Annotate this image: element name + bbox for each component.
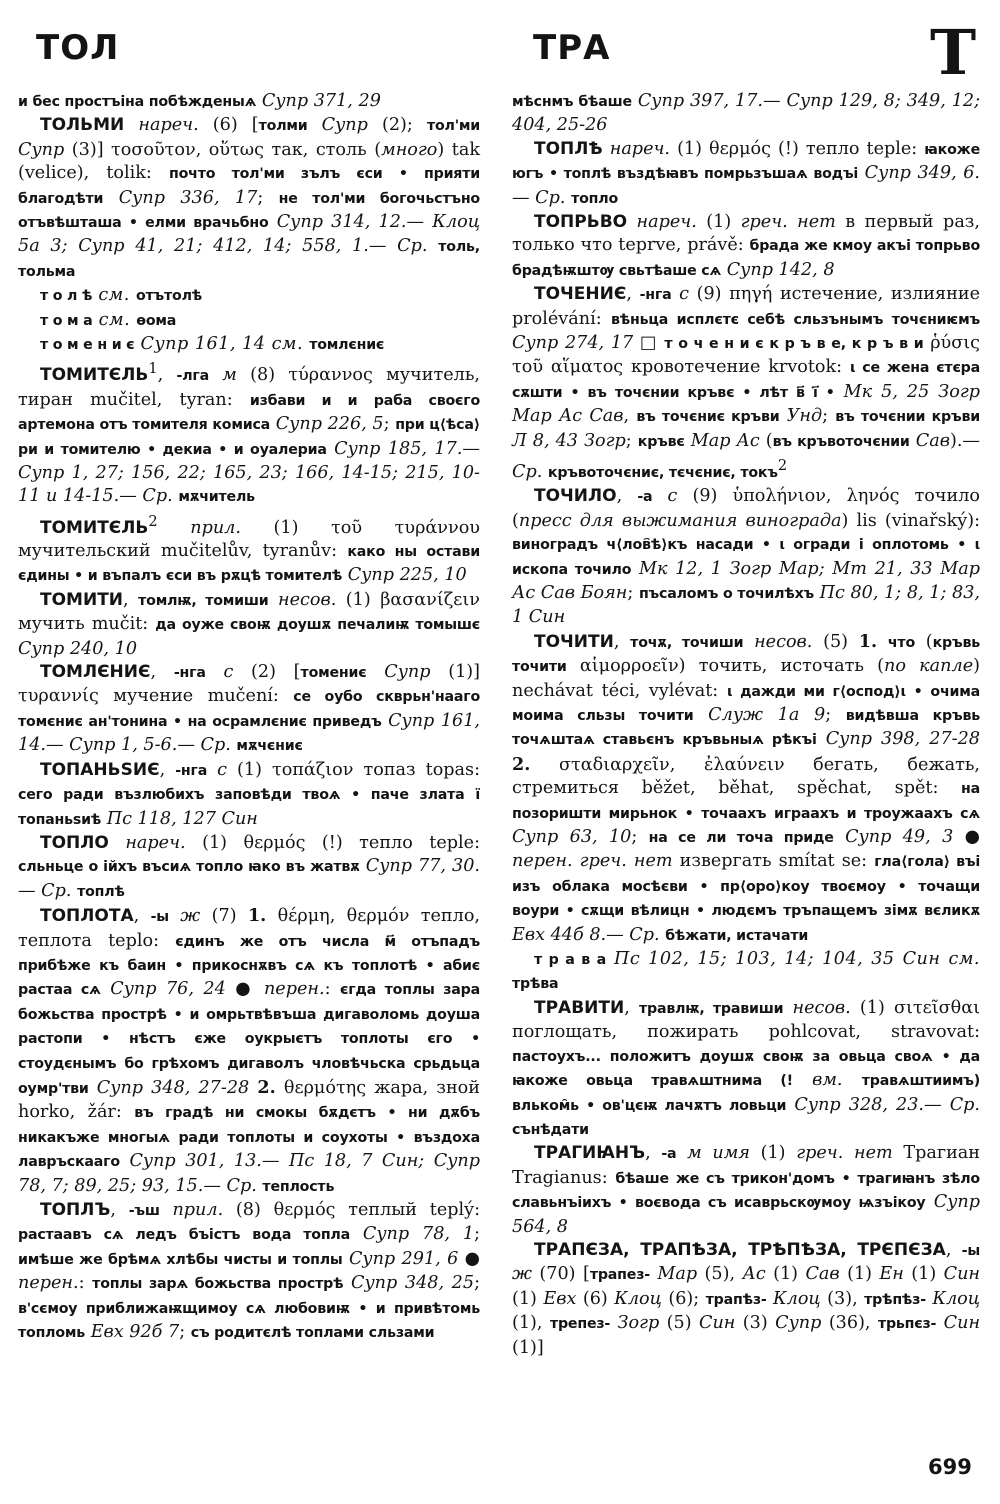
- left-column-entry: т о л ѣ см. отътолѣ: [40, 285, 203, 306]
- left-column-entry: и бес простъіна побѣжденыѧ Супр 371, 29: [18, 91, 381, 111]
- right-column-entry: ТРАПЄЗА, ТРАПѢЗА, ТРѢПѢЗА, ТРЄПЄЗА, -ы ж (70) [трапез- Мар (5), Ас (1) Сав (1) Ен (1) Син (1) Евх (6) Клоц (6); трапѣз- Клоц (3), трѣпѣз- Клоц (1), трепез- Зогр (5) Син (3) Супр (36), трьпєз- Син (1)]: [512, 1239, 981, 1358]
- running-head-right: ТРА: [533, 28, 611, 68]
- running-head-left: ТОЛ: [36, 28, 120, 68]
- left-column-entry: ТОМИТЄЛЬ$^1$, -лга м (8) τύραννος мучитель, тиран mučitel, tyran: избави и и раба своєго артемона отъ томителя комиса Супр 226, 5; при ц⟨ѣса⟩ри и томителю • декиа • и оуалериа Супр 185, 17.— Супр 1, 27; 156, 22; 165, 23; 166, 14-15; 215, 10-11 и 14-15.— Ср. мѫчитель: [18, 360, 481, 507]
- right-column-entry: ТРАВИТИ, травлѭ, травиши несов. (1) σιτεῖσθαι поглощать, пожирать pohlcovat, stravovat: пастоухъ... положитъ доушѫ своѭ за овьца своѧ • да ꙗкоже овьца травѧштнима (! вм. травѧштиимъ) вльком̑ь • ов'цєѭ лачѫтъ ловьци Супр 328, 23.— Ср. сънѣдати: [512, 997, 981, 1138]
- left-column-entry: ТОПЛЪ, -ъш прил. (8) θερμός теплый teplý: растаавъ сѧ ледъ бъістъ вода топла Супр 78, 1; имѣше же брѣмѧ хлѣбы чисты и топлы Супр 291, 6 ● перен.: топлы зарѧ божьства прострѣ Супр 348, 25; в'сємоу приближаѭщимоу сѧ любовиѭ • и привѣтомь топломь Евх 92б 7; съ родитєлѣ топлами сльзами: [18, 1200, 481, 1343]
- section-letter: Т: [930, 16, 977, 89]
- right-column: [512, 90, 980, 1360]
- left-column-entry: ТОПАНЬЅИЄ, -нга с (1) τοπάζιον топаз topas: сего ради възлюбихъ заповѣди твоѧ • паче злата ї топаньѕиѣ Пс 118, 127 Син: [18, 759, 481, 829]
- right-column-entry: ТОПРЬВО нареч. (1) греч. нет в первый раз, только что teprve, právě: брада же кмоу акъі топрьво брадѣѭштѹ свьтѣаше сѧ Супр 142, 8: [512, 212, 980, 280]
- right-column-entry: ТОЧИЛО, -а с (9) ὑπολήνιον, ληνός точило (пресс для выжимания винограда) lis (vinařský): виноградъ ч⟨лов҄ѣ⟩къ насади • ι огради і оплотомь • ι ископа точило Мк 12, 1 Зогр Мар; Мт 21, 33 Мар Ас Сав Боян; пъсаломъ о точилѣхъ Пс 80, 1; 8, 1; 83, 1 Син: [512, 486, 981, 628]
- right-column-entry: ТРАГИꙖНЪ, -а м имя (1) греч. нет Трагиан Tragianus: бѣаше же съ трикон'домъ • трагиꙗнъ зѣло славьнъіихъ • воєвода съ исаврьскѹмоу ѩзъікоу Супр 564, 8: [512, 1143, 981, 1237]
- left-column-entry: ТОМИТИ, томлѭ, томиши несов. (1) βασανίζειν мучить mučit: да оуже своѭ доушѫ печалиѭ томышє Супр 240, 10: [18, 589, 481, 659]
- right-column-entry: мѣснмъ бѣаше Супр 397, 17.— Супр 129, 8; 349, 12; 404, 25-26: [512, 91, 981, 136]
- left-column-entry: т о м е н и є Супр 161, 14 см. томлєниє: [40, 334, 385, 355]
- right-column-entry: ТОПЛѢ нареч. (1) θερμός (!) тепло teple: ꙗкоже югъ • топлѣ въздѣꙗвъ помрьзъшаѧ водъі Супр 349, 6.— Ср. топло: [512, 138, 981, 208]
- left-column-entry: т о м а см. ѳома: [40, 309, 177, 330]
- left-column-entry: ТОМЛЄНИЄ, -нга с (2) [томениє Супр (1)] τυραννίς мучение mučení: се оубо скврьн'нааго томєниє ан'тонина • на осрамлєниє приведъ Супр 161, 14.— Супр 1, 5-6.— Ср. мѫчєниє: [18, 662, 481, 756]
- left-column-entry: ТОМИТЄЛЬ$^2$ прил. (1) τοῦ τυράννου мучительский mučitelův, tyranův: како ны остави єдины • и въпалъ єси въ рѫцѣ томителѣ Супр 225, 10: [18, 512, 480, 586]
- page-number: 699: [928, 1455, 972, 1479]
- left-column-entry: ТОЛЬМИ нареч. (6) [толми Супр (2); тол'ми Супр (3)] τοσοῦτον, οὕτως так, столь (много) tak (velice), tolik: почто тол'ми зълъ єси • прияти благодѣти Супр 336, 17; не тол'ми богочьстъно отъвѣшташа • елми врачьбно Супр 314, 12.— Клоц 5а 3; Супр 41, 21; 412, 14; 558, 1.— Ср. толь, тольма: [18, 115, 480, 280]
- right-column-entry: ТОЧИТИ, точѫ, точиши несов. (5) 1. что (кръвь точити αἱμορροεῖν) точить, источать (по капле) nechávat téci, vylévat: ι дажди ми г⟨оспод⟩ι • очима моима сльзы точити Служ 1а 9; видѣвша кръвь точѧштаѧ ставьєнъ кръвьныѧ рѣкъі Супр 398, 27-28 2. σταδιαρχεῖν, ἐλαύνειν бегать, бежать, стремиться běžet, běhat, spěchat, spět: на позоришти мирьнок • точаахъ играахъ и троужаахъ сѧ Супр 63, 10; на се ли точа приде Супр 49, 3 ● перен. греч. нет извергать smítat se: гла⟨гола⟩ въі изъ облака мосѣєви • пр⟨оро⟩коу твоємоу • точащи воури • сѫщи вѣлицн • людємъ тръпащемъ зімѫ вєликѫ Евх 44б 8.— Ср. бѣжати, истачати: [512, 630, 981, 945]
- right-column-entry: ТОЧЕНИЄ, -нга с (9) πηγή истечение, излияние prolévání: вѣньца исплєтє себѣ сльзънымъ точєниѥмъ Супр 274, 17 □ т о ч е н и є к р ъ в е, к р ъ в и ῥύσις τοῦ αἵματος кровотечение krvotok: ι се жена єтєра сѫшти • въ точєнии кръвє • лѣт в҃ і҃ • Мк 5, 25 Зогр Мар Ас Сав, въ точєниє кръви Унд; въ точєнии кръви Л 8, 43 Зогр; кръвє Мар Ас (въ кръвоточєнии Сав).— Ср. кръвоточєниє, тєчєниє, токъ$^2$: [512, 284, 981, 482]
- right-column-entry: т р а в а Пс 102, 15; 103, 14; 104, 35 Син см. трѣва: [512, 949, 980, 993]
- left-column: [18, 90, 480, 1345]
- left-column-entry: ТОПЛОТА, -ы ж (7) 1. θέρμη, θερμόν тепло, теплота teplo: єдинъ же отъ числа м҃ отъпадъ прибѣже къ баин • прикоснѫвъ сѧ къ топлотѣ • абиє растаа сѧ Супр 76, 24 ● перен.: єгда топлы зара божьства прострѣ • и омрьтвѣвъша дигаволомь доуша растопи • нѣстъ єже оукрыєтъ топлоты єго • стоудєнымъ бо грѣхомъ дигаволъ чловѣчьска срьдьца оумр'тви Супр 348, 27-28 2. θερμότης жара, зной horko, žár: въ градѣ ни смокы бѫдєтъ • ни дѫбъ никакъже многыѧ ради топлоты и соухоты • въздоха лавръскааго Супр 301, 13.— Пс 18, 7 Син; Супр 78, 7; 89, 25; 93, 15.— Ср. теплость: [18, 905, 481, 1196]
- left-column-entry: ТОПЛО нареч. (1) θερμός (!) тепло teple: сльньце о ійхъ въсиѧ топло ꙗко въ жатвѫ Супр 77, 30.— Ср. топлѣ: [18, 832, 481, 901]
